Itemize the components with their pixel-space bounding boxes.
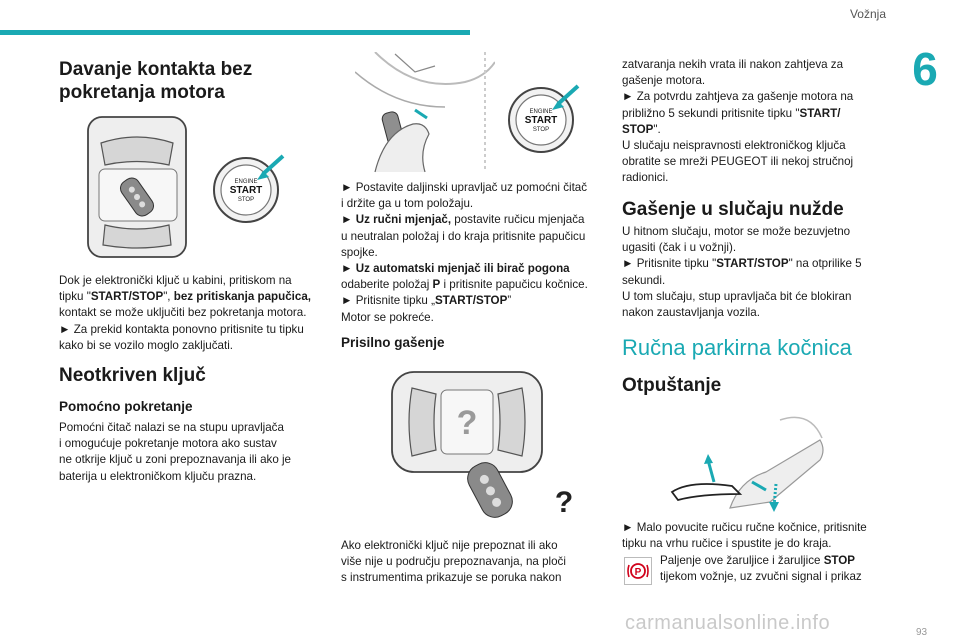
header-accent-bar [0, 30, 470, 35]
svg-text:P: P [634, 567, 642, 578]
start-button-stop-label: STOP [237, 197, 255, 203]
emergency-shutdown-paragraph: U hitnom slučaju, motor se može bezuvjetno ugasiti (čak i u vožnji). ► Pritisnite tipku "START/STOP" na otprilike 5 sekundi. U tom slučaju, stup upravljača bit će blokiran nakon zaustavljanja vozila. [622, 225, 862, 320]
car-top-view-with-key-illustration [85, 113, 195, 263]
start-button-start-label: START [229, 185, 263, 196]
engine-start-stop-button-illustration-2 [506, 80, 586, 156]
question-mark-car: ? [456, 404, 478, 442]
heading-release: Otpuštanje [622, 375, 722, 396]
keyless-line-1: Dok je elektronički ključ u kabini, pritiskom na [59, 274, 292, 287]
question-mark-key: ? [554, 486, 574, 519]
hand-icon [375, 124, 429, 172]
svg-text:ENGINE: ENGINE [529, 109, 553, 115]
section-title-keyless-contact: Davanje kontakta bez pokretanja motora [59, 59, 253, 103]
page-number: 93 [916, 627, 928, 638]
shutdown-continuation-paragraph: zatvaranja nekih vrata ili nakon zahtjeva za gašenje motora. ► Za potvrdu zahtjeva za gašenje motora na približno 5 sekundi pritisnite tipku "START/ STOP". U slučaju neispravnosti elektroničkog ključa obratite se mreži PEUGEOT ili nekoj stručnoj radionici. [622, 58, 854, 185]
heading-parking-brake: Ručna parkirna kočnica [622, 335, 852, 360]
warning-paragraph: Paljenje ove žaruljice i žaruljice STOP tijekom vožnje, uz zvučni signal i prikaz [660, 554, 862, 584]
handbrake-lever-icon [672, 484, 740, 500]
watermark: carmanualsonline.info [625, 612, 831, 634]
backup-start-steps: ► Postavite daljinski upravljač uz pomoćni čitač i držite ga u tom položaju. ► Uz ručni mjenjač, postavite ručicu mjenjača u neutralan položaj i do kraja pritisnite papučicu spojke. ► Uz automatski mjenjač ili birač pogona odaberite položaj P i pritisnite papučicu kočnice. ► Pritisnite tipku „START/STOP” Motor se pokreće. [341, 181, 588, 324]
handbrake-release-illustration [670, 410, 830, 514]
car-key-not-detected-illustration [386, 362, 586, 528]
release-paragraph: ► Malo povucite ručicu ručne kočnice, pritisnite tipku na vrhu ručice i spustite je do kraja. [622, 521, 867, 551]
start-button-engine-label: ENGINE [234, 179, 258, 185]
forced-shutdown-paragraph: Ako elektronički ključ nije prepoznat ili ako više nije u području prepoznavanja, na ploči s instrumentima prikazuje se poruka nakon [341, 539, 566, 585]
svg-text:STOP: STOP [532, 127, 550, 133]
steering-column-reader-illustration [355, 52, 495, 174]
parking-brake-warning-icon [624, 557, 652, 585]
heading-undetected-key: Neotkriven ključ [59, 365, 206, 386]
header-section-title: Vožnja [849, 7, 886, 21]
svg-text:START: START [524, 115, 558, 126]
heading-forced-shutdown: Prisilno gašenje [341, 335, 445, 350]
backup-start-paragraph: Pomoćni čitač nalazi se na stupu upravljača i omogućuje pokretanje motora ako sustav ne otkrije ključ u zoni prepoznavanja ili ako je baterija u elektroničkom ključu prazna. [59, 421, 292, 483]
keyless-contact-paragraph: Dok je elektronički ključ u kabini, pritiskom na tipku "START/STOP", bez pritiskanja papučica, kontakt se može uključiti bez pokretanja motora. ► Za prekid kontakta ponovno pritisnite tu tipku kako bi se vozilo moglo zaključati. [59, 274, 311, 352]
heading-emergency-shutdown: Gašenje u slučaju nužde [622, 199, 844, 220]
heading-backup-start: Pomoćno pokretanje [59, 399, 193, 414]
chapter-number: 6 [912, 43, 938, 95]
engine-start-stop-button-illustration [211, 150, 291, 226]
